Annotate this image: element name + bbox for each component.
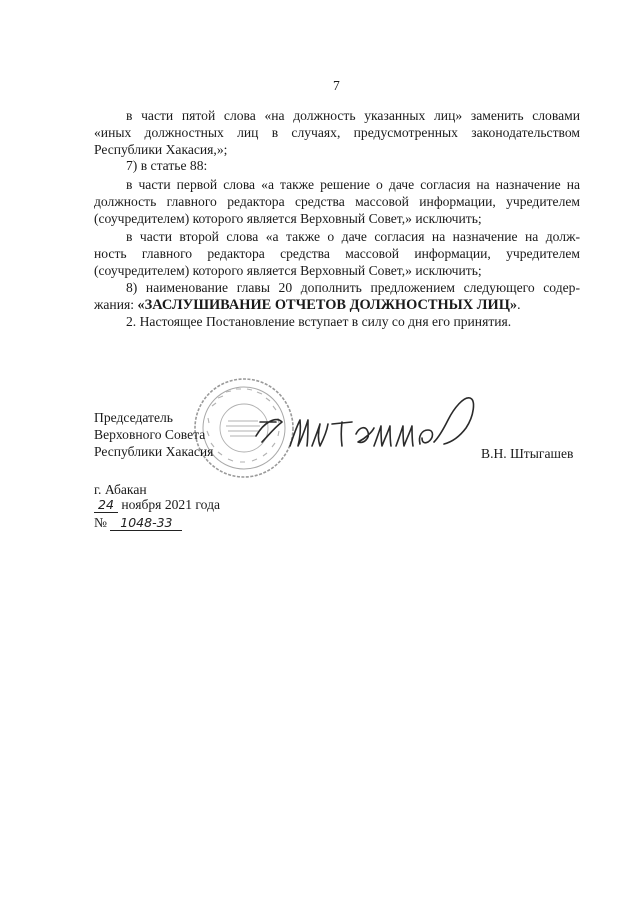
paragraph-line: должность главного редактора средства массовой информации, учредителем — [94, 194, 580, 209]
paragraph-line: (соучредителем) которого является Верховный Совет,» исключить; — [94, 211, 482, 226]
signer-title-line: Верховного Совета — [94, 427, 206, 442]
adoption-date — [94, 497, 220, 513]
paragraph-line: Республики Хакасия,»; — [94, 142, 228, 157]
item-8-line — [94, 297, 521, 313]
signer-title-line: Республики Хакасия — [94, 444, 214, 459]
date-rest: ноября 2021 года — [121, 497, 221, 512]
paragraph-line: в части второй слова «а также о даче согласия на назначение на долж- — [126, 229, 580, 244]
item-8-line: 8) наименование главы 20 дополнить предложением следующего содер- — [126, 280, 580, 295]
number-prefix: № — [94, 515, 107, 530]
date-day-handwritten: 24 — [98, 497, 114, 512]
city: г. Абакан — [94, 482, 147, 497]
signer-title-line: Председатель — [94, 410, 173, 425]
chapter-title-bold: «ЗАСЛУШИВАНИЕ ОТЧЕТОВ ДОЛЖНОСТНЫХ ЛИЦ» — [137, 297, 518, 313]
date-day-slot — [94, 498, 118, 513]
item-8-prefix: жания: — [94, 297, 138, 312]
page-number: 7 — [333, 78, 340, 93]
item-8-end: . — [517, 297, 521, 312]
paragraph-line: в части первой слова «а также решение о даче согласия на назначение на — [126, 177, 580, 192]
paragraph-line: в части пятой слова «на должность указанных лиц» заменить словами — [126, 108, 580, 123]
paragraph-line: ность главного редактора средства массовой информации, учредителем — [94, 246, 580, 261]
point-2: 2. Настоящее Постановление вступает в силу со дня его принятия. — [126, 314, 512, 329]
paragraph-line: «иных должностных лиц в случаях, предусмотренных законодательством — [94, 125, 580, 140]
signer-name: В.Н. Штыгашев — [481, 446, 574, 461]
number-slot — [110, 516, 182, 531]
item-7-heading: 7) в статье 88: — [126, 158, 208, 173]
paragraph-line: (соучредителем) которого является Верховный Совет,» исключить; — [94, 263, 482, 278]
handwritten-signature — [250, 388, 500, 468]
decree-number — [94, 515, 182, 531]
number-handwritten: 1048-33 — [120, 515, 173, 530]
